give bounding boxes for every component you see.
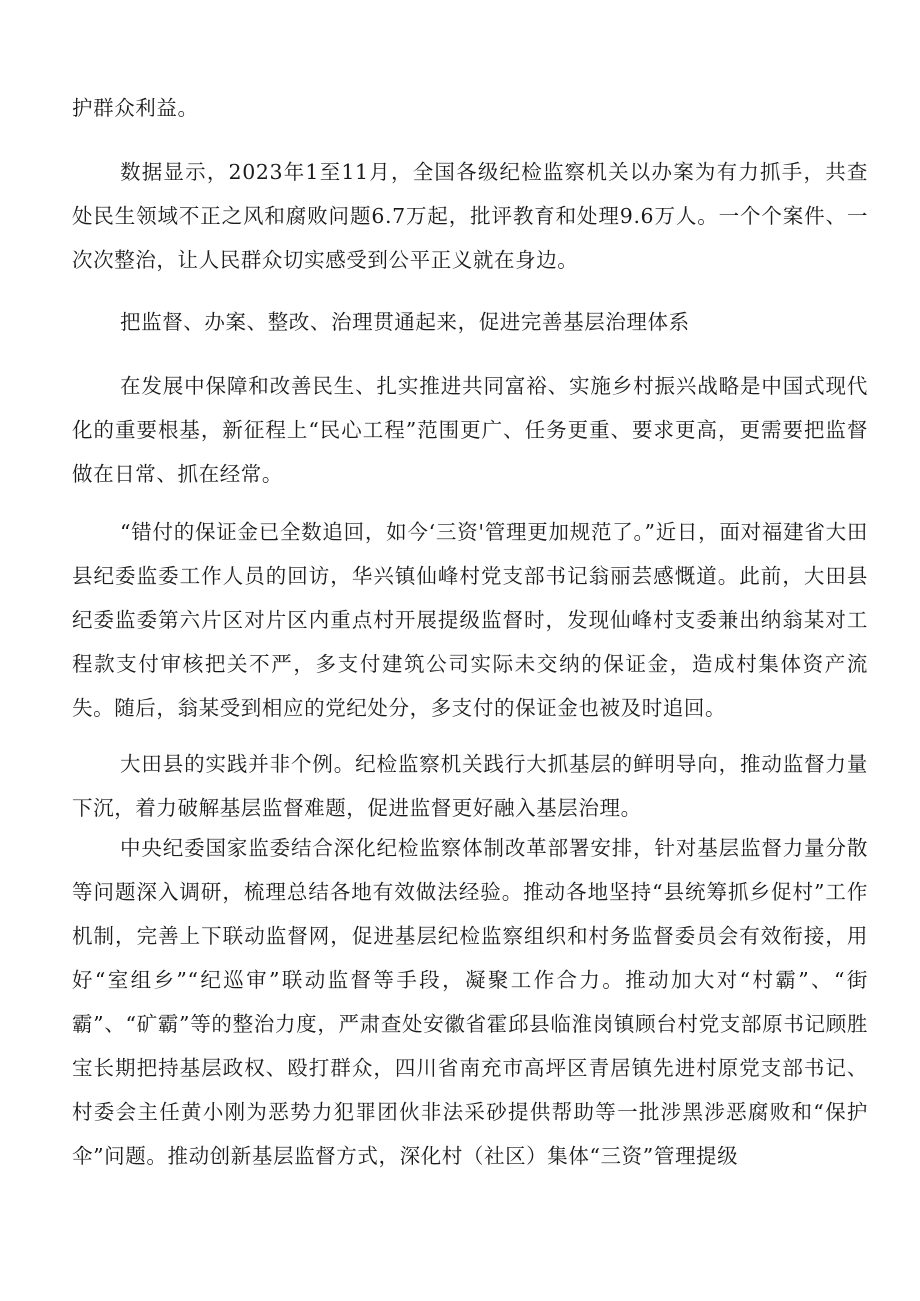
paragraph-datian-practice: 大田县的实践并非个例。纪检监察机关践行大抓基层的鲜明导向，推动监督力量下沉，着力破解基层监督难题，促进监督更好融入基层治理。 <box>72 752 868 820</box>
paragraph-data-stats: 数据显示，2023年1至11月，全国各级纪检监察机关以办案为有力抓手，共查处民生领域不正之风和腐败问题6.7万起，批评教育和处理9.6万人。一个个案件、一次次整治，让人民群众切实感受到公平正义就在身边。 <box>72 160 868 272</box>
paragraph-development: 在发展中保障和改善民生、扎实推进共同富裕、实施乡村振兴战略是中国式现代化的重要根基，新征程上“民心工程”范围更广、任务更重、要求更高，更需要把监督做在日常、抓在经常。 <box>72 374 868 486</box>
paragraph-quote-case: “错付的保证金已全数追回，如今‘三资'管理更加规范了。”近日，面对福建省大田县纪委监委工作人员的回访，华兴镇仙峰村党支部书记翁丽芸感慨道。此前，大田县纪委监委第六片区对片区内重点村开展提级监督时，发现仙峰村支委兼出纳翁某对工程款支付审核把关不严，多支付建筑公司实际未交纳的保证金，造成村集体资产流失。随后，翁某受到相应的党纪处分，多支付的保证金也被及时追回。 <box>72 520 868 720</box>
paragraph-continuation: 护群众利益。 <box>72 96 199 120</box>
section-heading: 把监督、办案、整改、治理贯通起来，促进完善基层治理体系 <box>120 310 690 334</box>
paragraph-central-commission: 中央纪委国家监委结合深化纪检监察体制改革部署安排，针对基层监督力量分散等问题深入调研，梳理总结各地有效做法经验。推动各地坚持“县统筹抓乡促村”工作机制，完善上下联动监督网，促进基层纪检监察组织和村务监督委员会有效衔接，用好“室组乡”“纪巡审”联动监督等手段，凝聚工作合力。推动加大对“村霸”、“街霸”、“矿霸”等的整治力度，严肃查处安徽省霍邱县临淮岗镇顾台村党支部原书记顾胜宝长期把持基层政权、殴打群众，四川省南充市高坪区青居镇先进村原党支部书记、村委会主任黄小刚为恶势力犯罪团伙非法采砂提供帮助等一批涉黑涉恶腐败和“保护伞”问题。推动创新基层监督方式，深化村（社区）集体“三资”管理提级 <box>72 836 868 1168</box>
